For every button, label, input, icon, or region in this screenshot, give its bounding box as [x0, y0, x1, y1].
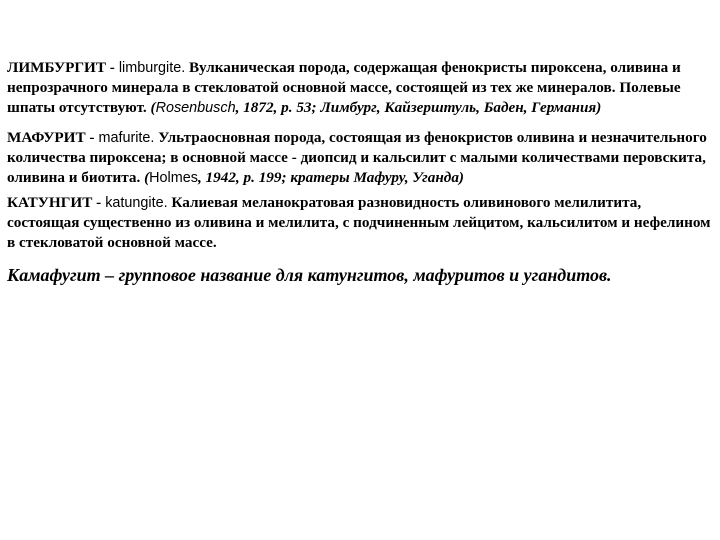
reference-details: , 1942, р. 199; кратеры Мафуру, Уганда) [197, 169, 464, 186]
reference-details: , 1872, р. 53; Лимбург, Кайзерштуль, Баден, Германия) [235, 99, 602, 116]
term-latin-name: katungite. [101, 195, 168, 211]
reference-open-paren: ( [150, 99, 156, 116]
reference-author: Holmes [149, 170, 198, 186]
term-title: КАТУНГИТ - [7, 194, 102, 211]
term-title: ЛИМБУРГИТ - [7, 59, 115, 76]
reference-author: Rosenbusch [155, 100, 236, 116]
definition-katungite [7, 193, 713, 253]
term-definition-text: Калиевая меланократовая разновидность оливинового мелилитита, состоящая существенно из оливина и мелилита, с подчиненным лейцитом, кальсилитом и нефелином в стекловатой основной массе. [7, 194, 711, 251]
term-title: МАФУРИТ - [7, 129, 95, 146]
term-definition-text: Ультраосновная порода, состоящая из фенокристов оливина и незначительного количества пироксена; в основной массе - диопсид и кальсилит с малыми количествами перовскита, оливина и биотита. [7, 129, 707, 186]
definition-limburgite [7, 58, 713, 118]
reference-open-paren: ( [144, 169, 150, 186]
definition-mafurite [7, 128, 713, 188]
term-reference [151, 99, 602, 116]
term-definition-text: Вулканическая порода, содержащая фенокристы пироксена, оливина и непрозрачного минерала в стекловатой основной массе, состоящей из тех же минералов. Полевые шпаты отсутствуют. [7, 59, 681, 116]
summary-note: Камафугит – групповое название для катунгитов, мафуритов и угандитов. [7, 265, 612, 285]
term-latin-name: mafurite. [94, 130, 155, 146]
term-latin-name: limburgite. [114, 60, 186, 76]
term-reference [144, 169, 464, 186]
